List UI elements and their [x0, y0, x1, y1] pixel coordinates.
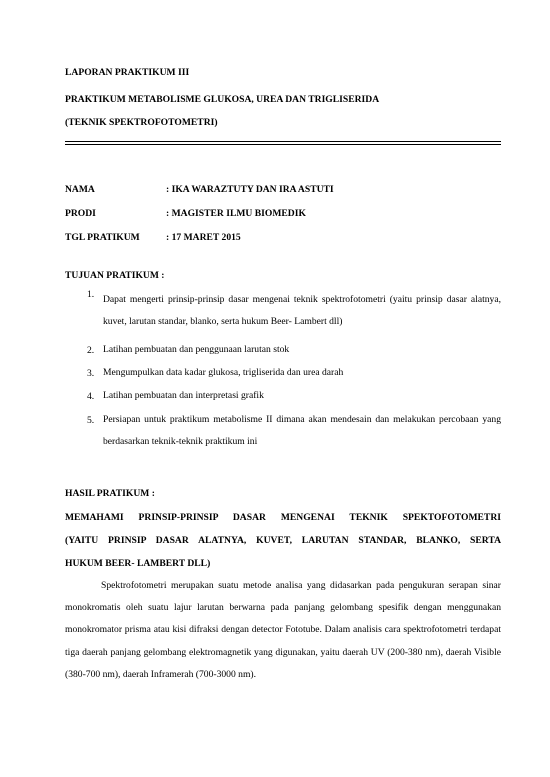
results-subtitle-line3: HUKUM BEER- LAMBERT DLL) [65, 558, 211, 569]
objective-text: Mengumpulkan data kadar glukosa, trigliserida dan urea darah [103, 367, 344, 378]
report-subtitle: PRAKTIKUM METABOLISME GLUKOSA, UREA DAN TRIGLISERIDA [65, 94, 380, 105]
header-rule-bottom [65, 144, 501, 145]
name-label: NAMA [65, 184, 95, 195]
prodi-value: : MAGISTER ILMU BIOMEDIK [166, 208, 306, 219]
results-subtitle-line2: (YAITU PRINSIP DASAR ALATNYA, KUVET, LARUTAN STANDAR, BLANKO, SERTA [65, 535, 501, 546]
report-technique: (TEKNIK SPEKTROFOTOMETRI) [65, 117, 218, 128]
results-subtitle-line1: MEMAHAMI PRINSIP-PRINSIP DASAR MENGENAI TEKNIK SPEKTOFOTOMETRI [65, 512, 501, 523]
date-value: : 17 MARET 2015 [166, 232, 241, 243]
objective-text: Persiapan untuk praktikum metabolisme II dimana akan mendesain dan melakukan percobaan yang berdasarkan teknik-teknik praktikum ini [103, 414, 501, 447]
objective-number: 5. [87, 415, 95, 426]
results-title: HASIL PRATIKUM : [65, 488, 155, 499]
objective-number: 3. [87, 368, 95, 379]
objective-text: Latihan pembuatan dan interpretasi grafik [103, 390, 264, 401]
objectives-title: TUJUAN PRATIKUM : [65, 270, 165, 281]
name-value: : IKA WARAZTUTY DAN IRA ASTUTI [166, 184, 334, 195]
objective-number: 4. [87, 391, 95, 402]
objective-number: 2. [87, 345, 95, 356]
report-title: LAPORAN PRAKTIKUM III [65, 67, 190, 78]
objective-text: Dapat mengerti prinsip-prinsip dasar mengenai teknik spektrofotometri (yaitu prinsip dasar alatnya, kuvet, larutan standar, blanko, serta hukum Beer- Lambert dll) [103, 294, 501, 327]
date-label: TGL PRATIKUM [65, 232, 140, 243]
header-rule-top [65, 141, 501, 142]
results-paragraph: Spektrofotometri merupakan suatu metode analisa yang didasarkan pada pengukuran serapan sinar monokromatis oleh suatu lajur larutan berwarna pada panjang gelombang spesifik dengan menggunakan monokromator prisma atau kisi difraksi dengan detector Fototube. Dalam analisis cara spektrofotometri terdapat tiga daerah panjang gelombang elektromagnetik yang digunakan, yaitu daerah UV (200-380 nm), daerah Visible (380-700 nm), daerah Inframerah (700-3000 nm). [65, 580, 501, 680]
objective-text: Latihan pembuatan dan penggunaan larutan stok [103, 344, 290, 355]
objective-number: 1. [87, 289, 95, 300]
prodi-label: PRODI [65, 208, 96, 219]
